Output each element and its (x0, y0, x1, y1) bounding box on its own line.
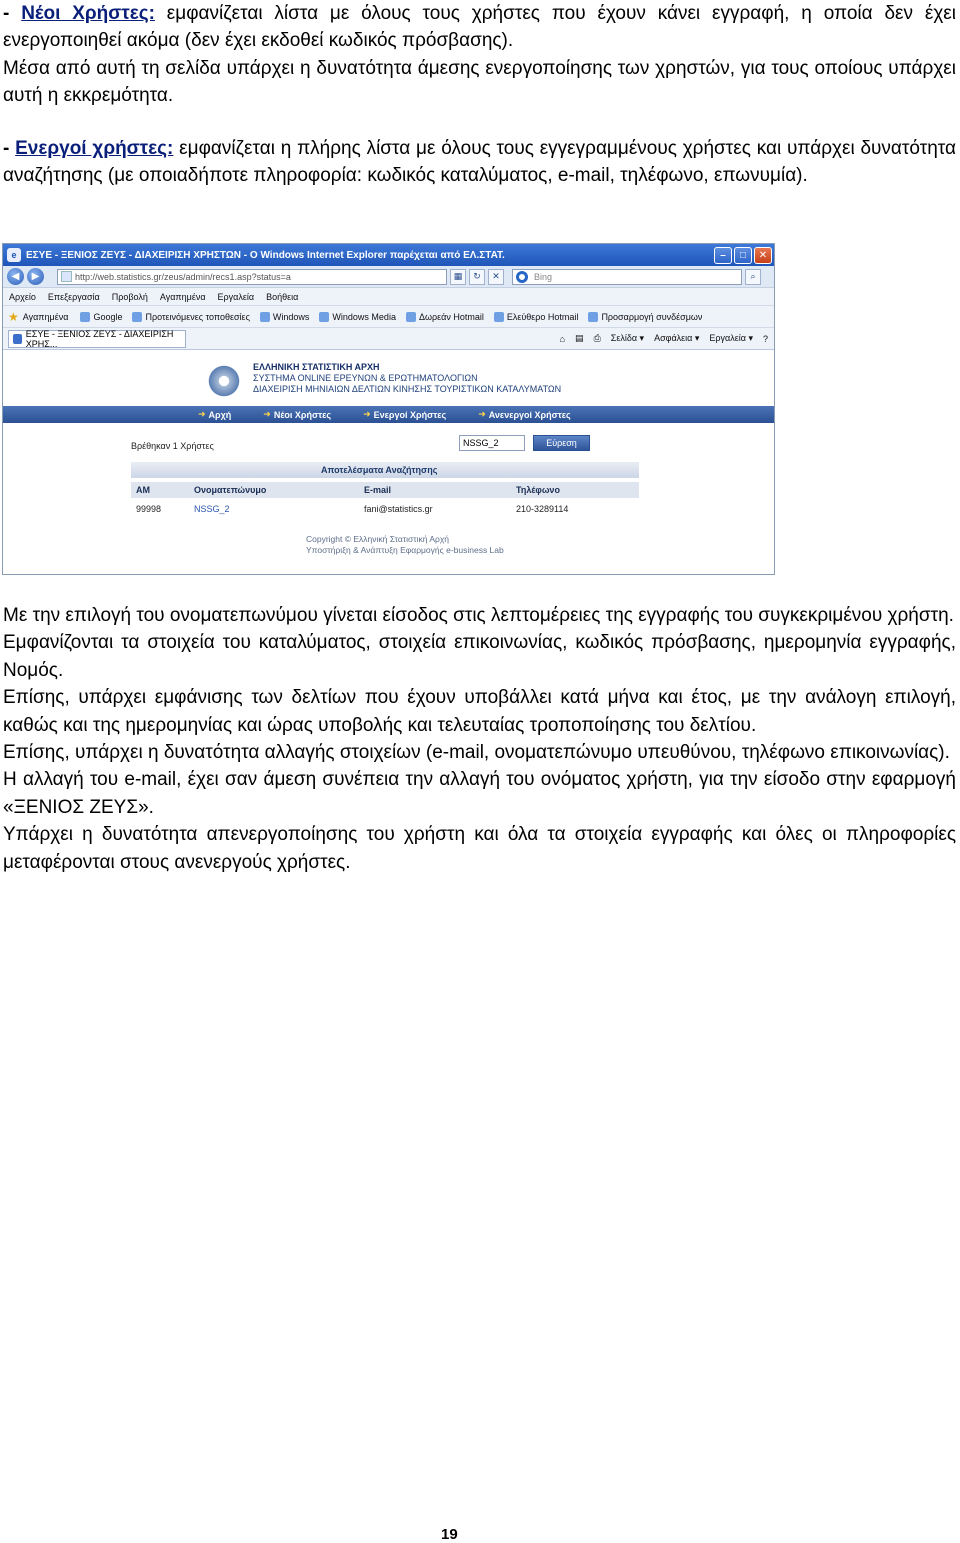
dash: - (3, 138, 10, 159)
user-search-input[interactable]: NSSG_2 (459, 435, 525, 451)
compat-icon[interactable]: ▦ (450, 269, 466, 285)
browser-title: ΕΣΥΕ - ΞΕΝΙΟΣ ΖΕΥΣ - ΔΙΑΧΕΙΡΙΣΗ ΧΡΗΣΤΩΝ - Ο Windows Internet Explorer παρέχεται από ΕΛ.ΣΤΑΤ. (26, 249, 505, 261)
column-header: ΑΜ (136, 485, 150, 495)
feeds-icon[interactable]: ▤ (575, 333, 584, 343)
org-header (253, 362, 561, 395)
body-text (3, 602, 956, 876)
arrow-icon: ➜ (263, 409, 271, 419)
favorite-link[interactable] (494, 312, 579, 322)
search-icon[interactable]: ⌕ (745, 269, 761, 285)
section-new-users (3, 0, 956, 110)
cell-am: 99998 (136, 504, 162, 514)
new-users-heading: Νέοι Χρήστες: (21, 3, 155, 24)
column-header: E-mail (364, 485, 392, 495)
link-icon (80, 312, 90, 322)
star-icon: ★ (8, 309, 19, 324)
favorite-link[interactable] (588, 312, 702, 322)
arrow-icon: ➜ (363, 409, 371, 419)
new-users-text-2: Μέσα από αυτή τη σελίδα υπάρχει η δυνατότητα άμεσης ενεργοποίησης των χρηστών, για τους οποίους υπάρχει αυτή η εκκρεμότητα. (3, 57, 956, 107)
section-active-users (3, 135, 956, 190)
favorites-bar (3, 306, 774, 328)
command-page[interactable]: Σελίδα ▾ (610, 333, 645, 343)
favorites-button[interactable]: Αγαπημένα (22, 311, 69, 322)
nav-label: Νέοι Χρήστες (273, 409, 332, 420)
link-icon (319, 312, 329, 322)
command-safety[interactable]: Ασφάλεια ▾ (654, 333, 700, 343)
favorite-link[interactable] (132, 312, 249, 322)
web-page (3, 350, 774, 574)
body-paragraph: Επίσης, υπάρχει η δυνατότητα αλλαγής στοιχείων (e-mail, ονοματεπώνυμο υπευθύνου, τηλέφωνο επικοινωνίας). (3, 742, 950, 764)
menu-item[interactable]: Προβολή (111, 291, 148, 302)
org-line-2: ΣΥΣΤΗΜΑ ONLINE ΕΡΕΥΝΩΝ & ΕΡΩΤΗΜΑΤΟΛΟΓΙΩΝ (253, 373, 478, 383)
menu-item[interactable]: Επεξεργασία (47, 291, 100, 302)
forward-icon[interactable]: ▶ (27, 268, 44, 285)
site-nav (3, 406, 774, 423)
address-row (3, 266, 774, 288)
search-input[interactable] (512, 269, 742, 285)
favorite-label: Google (93, 311, 123, 322)
favorite-label: Windows (272, 311, 310, 322)
link-icon (260, 312, 270, 322)
copyright-line-1: Copyright © Ελληνική Στατιστική Αρχή (306, 534, 450, 544)
menu-item[interactable]: Εργαλεία (217, 291, 255, 302)
column-header: Ονοματεπώνυμο (194, 485, 267, 495)
page-number: 19 (441, 1526, 458, 1543)
favorite-label: Windows Media (332, 311, 396, 322)
link-icon (406, 312, 416, 322)
nav-label: Ενεργοί Χρήστες (373, 409, 447, 420)
page-icon (13, 334, 22, 344)
org-line-3: ΔΙΑΧΕΙΡΙΣΗ ΜΗΝΙΑΙΩΝ ΔΕΛΤΙΩΝ ΚΙΝΗΣΗΣ ΤΟΥΡΙΣΤΙΚΩΝ ΚΑΤΑΛΥΜΑΤΩΝ (253, 384, 562, 394)
minimize-icon[interactable]: – (714, 247, 732, 264)
page-icon (61, 271, 72, 282)
dash: - (3, 3, 10, 24)
nav-new-users[interactable] (263, 409, 331, 420)
tab-row (3, 328, 774, 350)
body-paragraph: Εμφανίζονται τα στοιχεία του καταλύματος, στοιχεία επικοινωνίας, κωδικός πρόσβασης, ημερομηνία εγγραφής, Νομός. (3, 632, 956, 681)
menu-bar (3, 288, 774, 306)
body-paragraph: Η αλλαγή του e-mail, έχει σαν άμεση συνέπεια την αλλαγή του ονόματος χρήστη, για την είσοδο στην εφαρμογή «ΞΕΝΙΟΣ ΖΕΥΣ». (3, 769, 956, 818)
cell-name-link[interactable]: NSSG_2 (194, 504, 230, 514)
cell-email: fani@statistics.gr (364, 504, 433, 514)
copyright (306, 534, 504, 556)
active-users-text: εμφανίζεται η πλήρης λίστα με όλους τους εγγεγραμμένους χρήστες και υπάρχει δυνατότητα αναζήτησης (με οποιαδήποτε πληροφορία: κωδικός καταλύματος, e-mail, τηλέφωνο, επωνυμία). (3, 138, 957, 187)
favorite-link[interactable] (406, 312, 484, 322)
favorite-label: Προσαρμογή συνδέσμων (601, 311, 703, 322)
cell-phone: 210-3289114 (516, 504, 569, 514)
nav-inactive-users[interactable] (478, 409, 571, 420)
menu-item[interactable]: Αρχείο (9, 291, 36, 302)
command-tools[interactable]: Εργαλεία ▾ (709, 333, 753, 343)
maximize-icon[interactable]: □ (734, 247, 752, 264)
find-button[interactable]: Εύρεση (533, 435, 590, 451)
body-paragraph: Με την επιλογή του ονοματεπωνύμου γίνεται είσοδος στις λεπτομέρειες της εγγραφής του συγκεκριμένου χρήστη. (3, 605, 954, 626)
results-count: Βρέθηκαν 1 Χρήστες (131, 441, 214, 451)
body-paragraph: Επίσης, υπάρχει εμφάνισης των δελτίων που έχουν υποβάλλει κατά μήνα και έτος, με την ανάλογη επιλογή, καθώς και της ημερομηνίας και ώρας υποβολής και τελευταίας τροποποίησης του δελτίου. (3, 687, 956, 736)
favorite-link[interactable] (80, 312, 122, 322)
menu-item[interactable]: Βοήθεια (266, 291, 299, 302)
link-icon (132, 312, 142, 322)
column-header: Τηλέφωνο (516, 485, 560, 495)
table-row (131, 501, 639, 515)
menu-item[interactable]: Αγαπημένα (159, 291, 206, 302)
tab-label: ΕΣΥΕ - ΞΕΝΙΟΣ ΖΕΥΣ - ΔΙΑΧΕΙΡΙΣΗ ΧΡΗΣ... (25, 328, 174, 349)
copyright-line-2: Υποστήριξη & Ανάπτυξη Εφαρμογής e-business Lab (306, 545, 504, 555)
nav-home[interactable] (198, 409, 231, 420)
arrow-icon: ➜ (198, 409, 206, 419)
close-icon[interactable]: ✕ (754, 247, 772, 264)
home-icon[interactable]: ⌂ (559, 333, 566, 344)
command-bar (550, 333, 774, 344)
link-icon (494, 312, 504, 322)
active-users-heading: Ενεργοί χρήστες: (15, 138, 174, 159)
nav-label: Ανενεργοί Χρήστες (488, 409, 571, 420)
print-icon[interactable]: ⎙ (593, 333, 601, 343)
ie-icon: e (7, 248, 21, 262)
address-bar[interactable] (57, 269, 447, 285)
new-users-text: εμφανίζεται λίστα με όλους τους χρήστες που έχουν κάνει εγγραφή, η οποία δεν έχει ενεργοποιηθεί ακόμα (δεν έχει εκδοθεί κωδικός πρόσβασης). (3, 3, 956, 52)
favorite-label: Δωρεάν Hotmail (418, 311, 484, 322)
help-icon[interactable]: ? (762, 333, 768, 344)
address-text: http://web.statistics.gr/zeus/admin/recs1.asp?status=a (75, 271, 291, 282)
favorite-label: Ελεύθερο Hotmail (506, 311, 579, 322)
favorite-label: Προτεινόμενες τοποθεσίες (145, 311, 250, 322)
body-paragraph: Υπάρχει η δυνατότητα απενεργοποίησης του χρήστη και όλα τα στοιχεία εγγραφής και όλες οι πληροφορίες μεταφέρονται στους ανενεργούς χρήστες. (3, 824, 956, 873)
bing-icon (516, 271, 528, 283)
new-users-paragraph (3, 0, 956, 55)
search-placeholder: Bing (534, 271, 553, 282)
active-users-paragraph (3, 135, 956, 190)
nav-label: Αρχή (208, 409, 232, 420)
favorite-link[interactable] (260, 312, 310, 322)
tab-active[interactable] (8, 330, 186, 348)
back-icon[interactable]: ◀ (7, 268, 24, 285)
results-title: Αποτελέσματα Αναζήτησης (131, 462, 639, 478)
browser-titlebar (3, 244, 774, 266)
nav-active-users[interactable] (363, 409, 446, 420)
link-icon (588, 312, 598, 322)
refresh-icon[interactable]: ↻ (469, 269, 485, 285)
elstat-logo (205, 362, 243, 400)
arrow-icon: ➜ (478, 409, 486, 419)
results-header (131, 482, 639, 498)
stop-icon[interactable]: ✕ (488, 269, 504, 285)
browser-screenshot (2, 243, 775, 575)
org-name: ΕΛΛΗΝΙΚΗ ΣΤΑΤΙΣΤΙΚΗ ΑΡΧΗ (253, 362, 380, 372)
favorite-link[interactable] (319, 312, 396, 322)
